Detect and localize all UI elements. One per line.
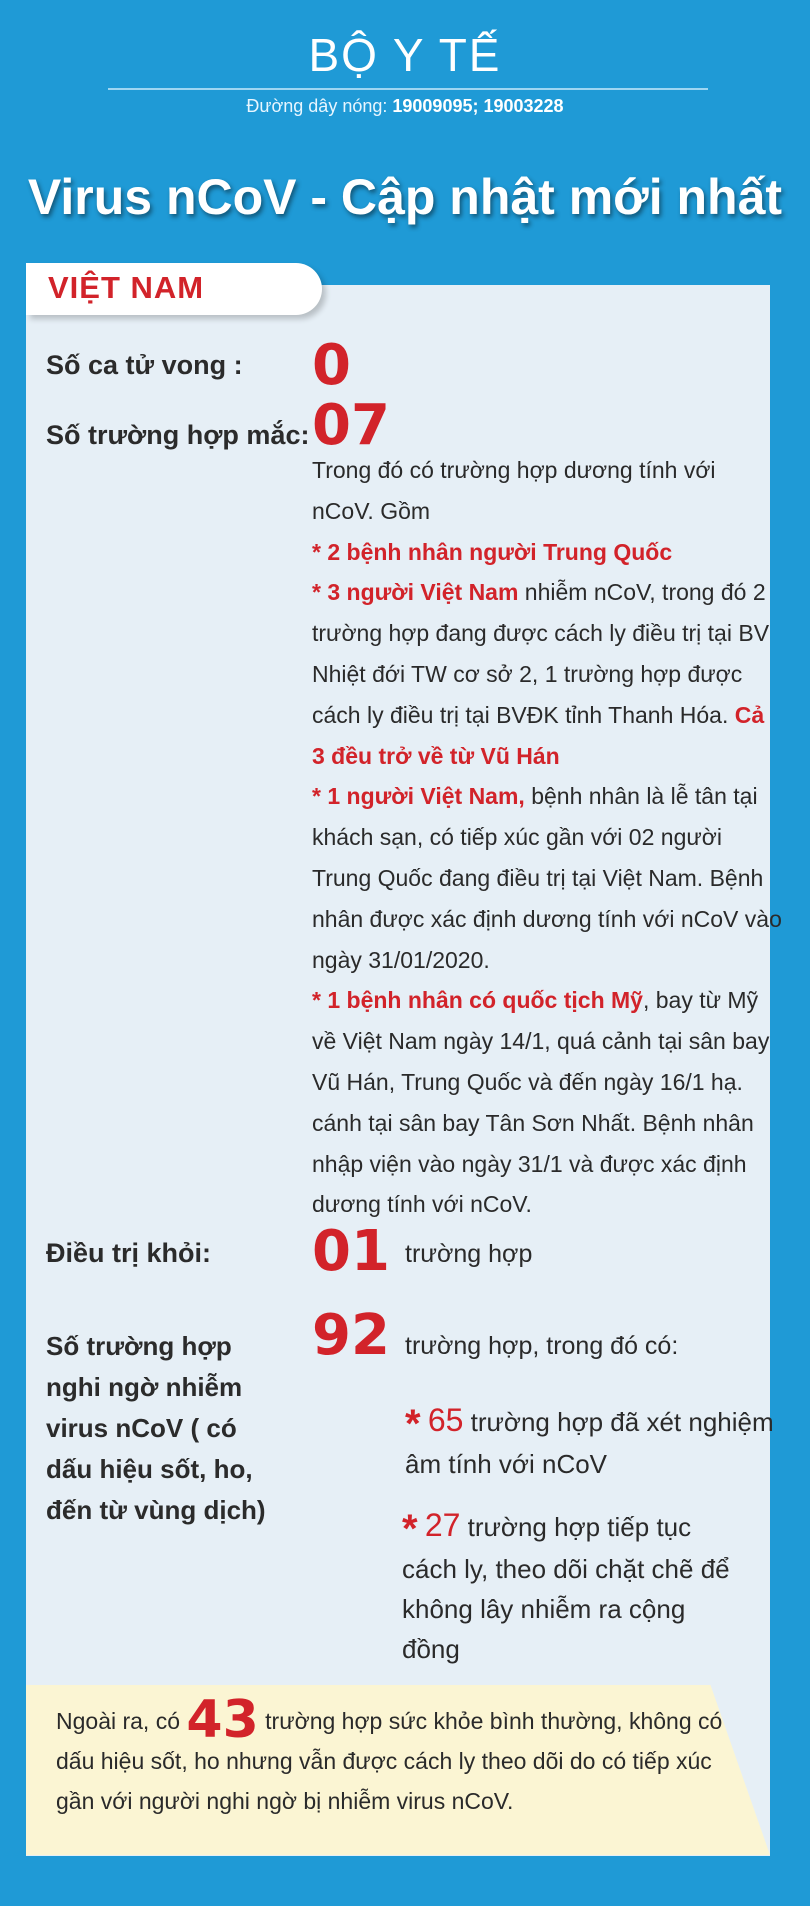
cases-item-4-highlight: * 1 bệnh nhân có quốc tịch Mỹ bbox=[312, 987, 643, 1014]
note-text bbox=[56, 1690, 756, 1821]
suspected-unit: trường hợp, trong đó có: bbox=[405, 1332, 679, 1360]
cases-item-1: * 2 bệnh nhân người Trung Quốc bbox=[312, 538, 673, 565]
suspected-sub-1-text: trường hợp đã xét nghiệm âm tính với nCoV bbox=[405, 1407, 774, 1479]
suspected-sub-2-value: 27 bbox=[424, 1507, 461, 1543]
cases-item-4-text: , bay từ Mỹ về Việt Nam ngày 14/1, quá cảnh tại sân bay Vũ Hán, Trung Quốc và đến ngày 16/1 hạ. cánh tại sân bay Tân Sơn Nhất. Bệnh nhân nhập viện vào ngày 31/1 và được xác định dương tính với nCoV. bbox=[312, 987, 770, 1218]
cases-label: Số trường hợp mắc: bbox=[46, 420, 310, 450]
cases-item-2-text: nhiễm nCoV, trong đó 2 trường hợp đang được cách ly điều trị tại BV Nhiệt đới TW cơ sở 2, 1 trường hợp được cách ly điều trị tại BVĐK tỉnh Thanh Hóa. bbox=[312, 579, 770, 728]
recovered-value: 01 bbox=[312, 1219, 390, 1284]
section-tab bbox=[26, 263, 322, 315]
suspected-sub-1-value: 65 bbox=[427, 1402, 464, 1438]
main-title: Virus nCoV - Cập nhật mới nhất bbox=[27, 169, 783, 225]
cases-details bbox=[312, 450, 782, 1225]
asterisk-icon: * bbox=[405, 1402, 421, 1446]
cases-item-2-highlight-2: Cả 3 đều trở về từ Vũ Hán bbox=[312, 701, 765, 769]
cases-item-3-highlight: * 1 người Việt Nam, bbox=[312, 783, 525, 810]
note-suffix: trường hợp sức khỏe bình thường, không có dấu hiệu sốt, ho nhưng vẫn được cách ly theo dõi do có tiếp xúc gần với người nghi ngờ bị nhiễm virus nCoV. bbox=[56, 1708, 723, 1814]
asterisk-icon: * bbox=[402, 1507, 418, 1551]
cases-item-4 bbox=[312, 980, 782, 1225]
cases-item-3-text: bệnh nhân là lễ tân tại khách sạn, có tiếp xúc gần với 02 người Trung Quốc đang điều trị tại Việt Nam. Bệnh nhân được xác định dương tính với nCoV vào ngày 31/01/2020. bbox=[312, 783, 782, 973]
deaths-label: Số ca tử vong : bbox=[46, 350, 243, 380]
org-title: BỘ Y TẾ bbox=[308, 29, 502, 81]
note-value: 43 bbox=[186, 1690, 259, 1750]
cases-intro: Trong đó có trường hợp dương tính với nCoV. Gồm bbox=[312, 457, 716, 524]
suspected-sub-2-text: trường hợp tiếp tục cách ly, theo dõi chặt chẽ để không lây nhiễm ra cộng đồng bbox=[402, 1512, 730, 1664]
note-prefix: Ngoài ra, có bbox=[56, 1708, 187, 1734]
hotline-label: Đường dây nóng: bbox=[246, 96, 388, 116]
section-tab-label: VIỆT NAM bbox=[48, 270, 205, 305]
cases-item-2 bbox=[312, 572, 782, 776]
header-divider bbox=[108, 88, 708, 90]
deaths-value: 0 bbox=[312, 333, 351, 398]
suspected-value: 92 bbox=[312, 1303, 390, 1368]
suspected-sub-1 bbox=[405, 1400, 775, 1484]
cases-item-2-highlight: * 3 người Việt Nam bbox=[312, 579, 519, 606]
cases-item-3 bbox=[312, 776, 782, 980]
hotline bbox=[0, 96, 810, 117]
hotline-numbers: 19009095; 19003228 bbox=[392, 96, 564, 116]
suspected-label: Số trường hợp nghi ngờ nhiễm virus nCoV ( có dấu hiệu sốt, ho, đến từ vùng dịch) bbox=[46, 1331, 266, 1525]
recovered-unit: trường hợp bbox=[405, 1240, 533, 1268]
recovered-label: Điều trị khỏi: bbox=[46, 1238, 212, 1268]
suspected-sub-2 bbox=[402, 1505, 747, 1669]
cases-value: 07 bbox=[312, 393, 390, 458]
